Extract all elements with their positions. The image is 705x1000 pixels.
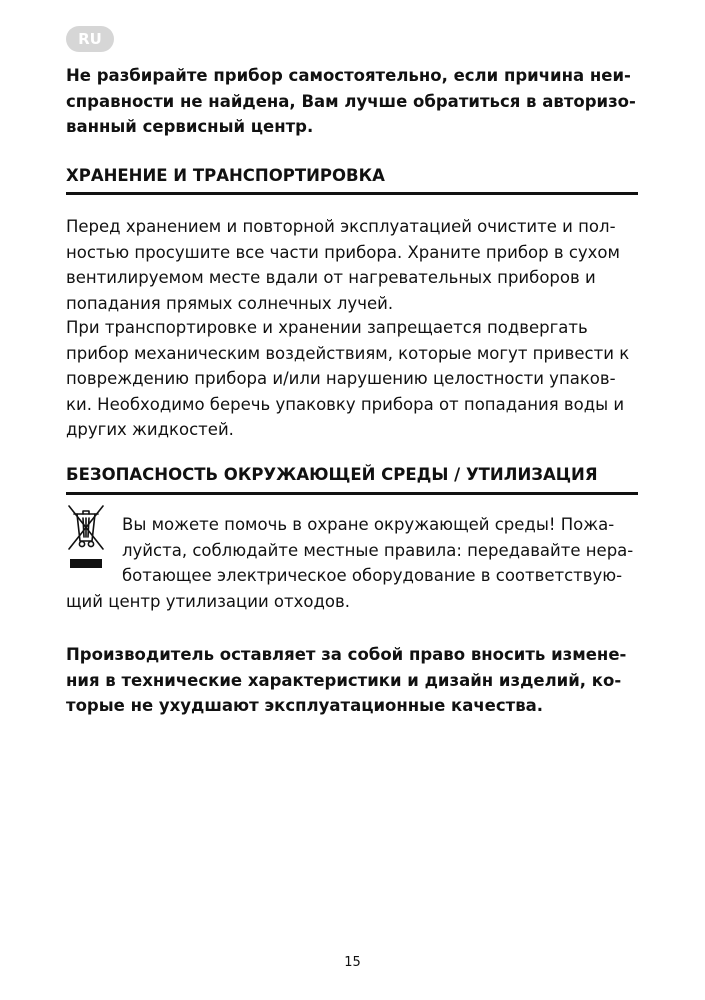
- storage-line: других жидкостей.: [66, 420, 234, 439]
- storage-line: вентилируемом месте вдали от нагревательных приборов и: [66, 268, 596, 287]
- storage-line: попадания прямых солнечных лучей.: [66, 293, 394, 313]
- storage-paragraph-1: [66, 214, 620, 316]
- disclaimer-line: Производитель оставляет за собой право вносить измене-: [66, 645, 627, 664]
- environment-line: Вы можете помочь в охране окружающей среды! Пожа-: [122, 515, 615, 534]
- storage-line: ностью просушите все части прибора. Храните прибор в сухом: [66, 242, 620, 262]
- environment-heading-rule: [66, 492, 638, 495]
- storage-heading-rule: [66, 192, 638, 195]
- page-number: 15: [344, 955, 361, 970]
- storage-heading: ХРАНЕНИЕ И ТРАНСПОРТИРОВКА: [66, 166, 385, 185]
- disclaimer-line: торые не ухудшают эксплуатационные качества.: [66, 696, 544, 715]
- warning-paragraph: [66, 63, 636, 140]
- warning-line: Не разбирайте прибор самостоятельно, если причина неи-: [66, 66, 631, 85]
- warning-line: ванный сервисный центр.: [66, 117, 314, 136]
- disclaimer-paragraph: [66, 642, 626, 719]
- storage-line: повреждению прибора и/или нарушению целостности упаков-: [66, 369, 616, 388]
- storage-line: ки. Необходимо беречь упаковку прибора от попадания воды и: [66, 394, 625, 414]
- environment-line: щий центр утилизации отходов.: [66, 591, 350, 611]
- storage-line: прибор механическим воздействиям, которые могут привести к: [66, 343, 630, 363]
- language-badge: RU: [66, 26, 114, 52]
- storage-line: При транспортировке и хранении запрещается подвергать: [66, 318, 588, 337]
- warning-line: справности не найдена, Вам лучше обратиться в авторизо-: [66, 91, 636, 111]
- storage-paragraph-2: [66, 315, 629, 443]
- environment-paragraph: [66, 512, 633, 614]
- environment-line: ботающее электрическое оборудование в соответствую-: [122, 566, 623, 585]
- storage-line: Перед хранением и повторной эксплуатацией очистите и пол-: [66, 217, 616, 236]
- environment-heading: БЕЗОПАСНОСТЬ ОКРУЖАЮЩЕЙ СРЕДЫ / УТИЛИЗАЦИЯ: [66, 465, 598, 484]
- environment-line: луйста, соблюдайте местные правила: передавайте нера-: [122, 540, 634, 560]
- disclaimer-line: ния в технические характеристики и дизайн изделий, ко-: [66, 670, 622, 690]
